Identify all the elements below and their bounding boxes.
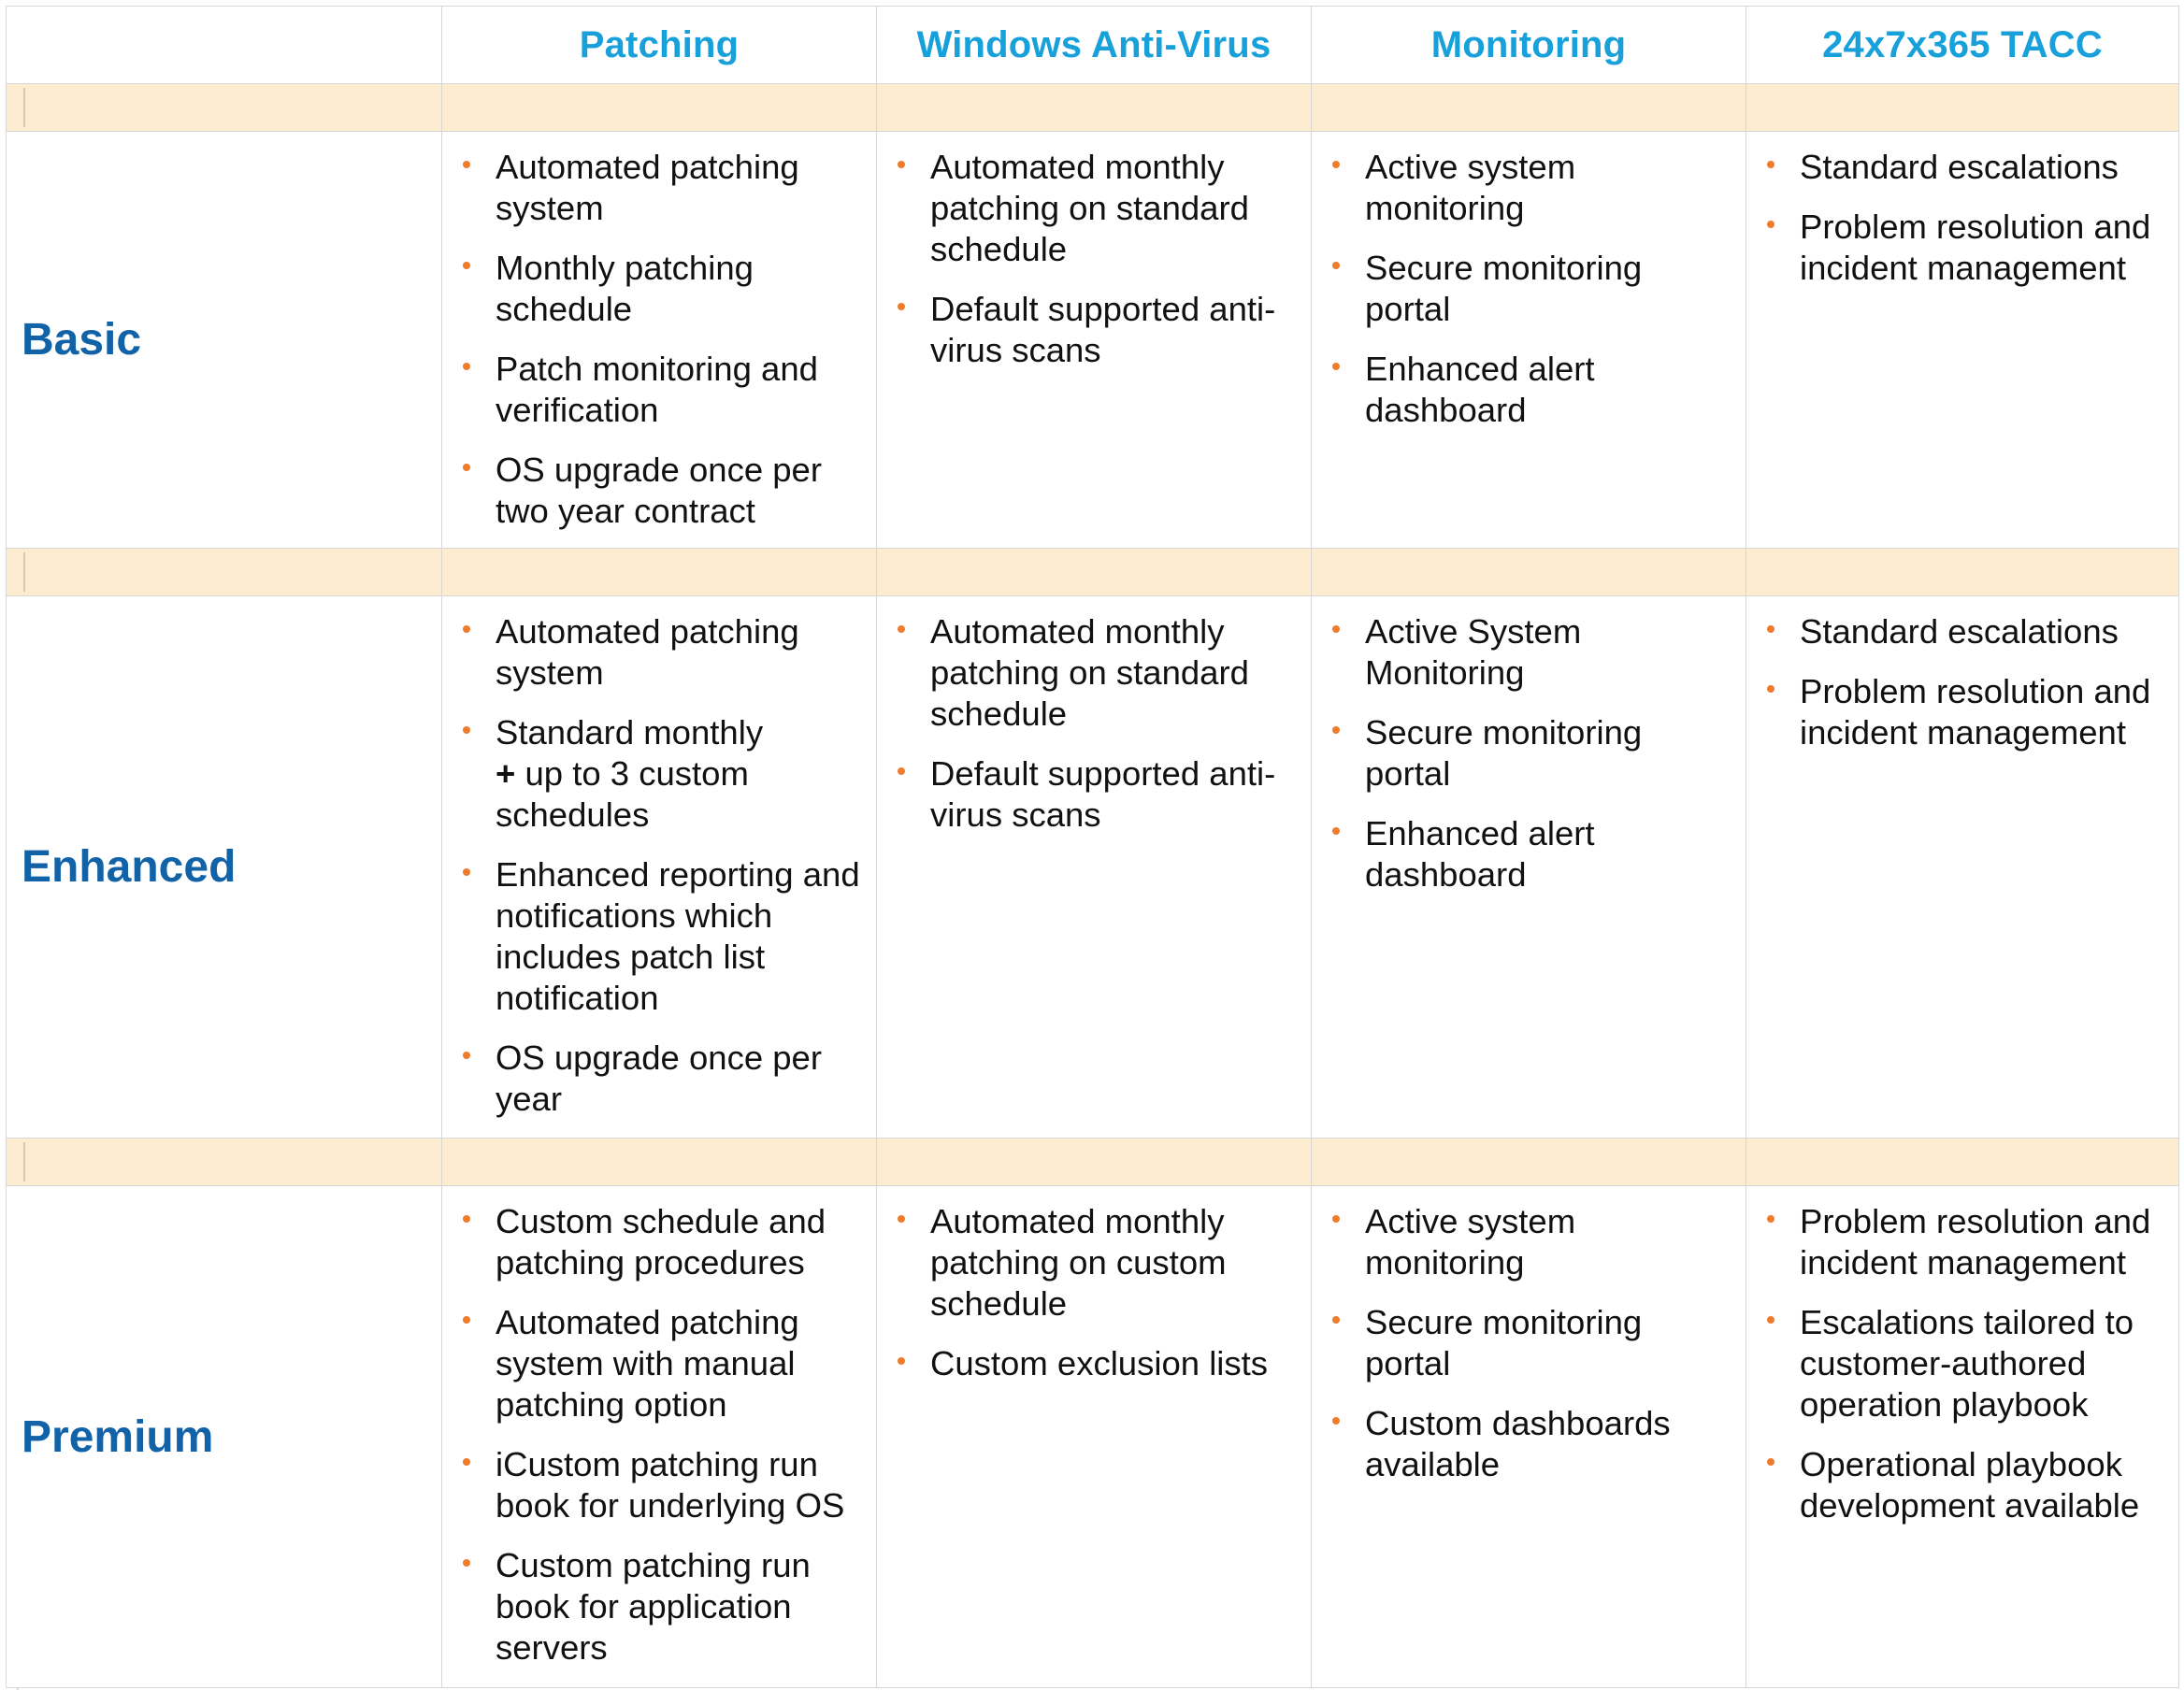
list-item-text: Standard monthly — [496, 713, 764, 752]
spacer-cell — [1746, 84, 2179, 132]
list-item: Operational playbook development available — [1765, 1444, 2169, 1526]
list-item: Active system monitoring — [1330, 147, 1736, 229]
list-item: Monthly patching schedule — [461, 248, 867, 330]
list-item: Problem resolution and incident management — [1765, 1201, 2169, 1283]
list-item: Secure monitoring portal — [1330, 712, 1736, 795]
list-item: Secure monitoring portal — [1330, 248, 1736, 330]
cell-enhanced-monitoring — [1312, 596, 1746, 1139]
list-item: Automated patching system with manual patching option — [461, 1302, 867, 1425]
spacer-cell — [1746, 549, 2179, 596]
list-item — [461, 712, 867, 836]
bullet-list — [442, 132, 876, 543]
spacer-row — [7, 1139, 2179, 1186]
plus-sign: + — [496, 754, 516, 793]
list-item: Default supported anti-virus scans — [896, 289, 1301, 371]
column-header-windows-anti-virus: Windows Anti-Virus — [877, 7, 1312, 84]
list-item: Escalations tailored to customer-authored operation playbook — [1765, 1302, 2169, 1425]
list-item: Custom dashboards available — [1330, 1403, 1736, 1485]
tier-label-premium: Premium — [7, 1186, 442, 1688]
list-item: Automated monthly patching on standard schedule — [896, 611, 1301, 735]
list-item: Active system monitoring — [1330, 1201, 1736, 1283]
spacer-row — [7, 549, 2179, 596]
cell-basic-patching — [442, 132, 877, 549]
spacer-cell — [7, 549, 442, 596]
cell-enhanced-antivirus — [877, 596, 1312, 1139]
cell-basic-tacc — [1746, 132, 2179, 549]
list-item: Enhanced alert dashboard — [1330, 349, 1736, 431]
list-item: Automated monthly patching on standard schedule — [896, 147, 1301, 270]
tier-row-premium — [7, 1186, 2179, 1688]
list-item-text: up to 3 custom schedules — [496, 754, 749, 834]
list-item: Automated monthly patching on custom schedule — [896, 1201, 1301, 1325]
list-item: Secure monitoring portal — [1330, 1302, 1736, 1384]
list-item: Enhanced reporting and notifications which includes patch list notification — [461, 854, 867, 1019]
list-item: iCustom patching run book for underlying OS — [461, 1444, 867, 1526]
cell-enhanced-tacc — [1746, 596, 2179, 1139]
list-item: Automated patching system — [461, 147, 867, 229]
list-item: OS upgrade once per year — [461, 1038, 867, 1120]
spacer-row — [7, 84, 2179, 132]
list-item: Custom exclusion lists — [896, 1343, 1301, 1384]
bullet-list — [1312, 596, 1746, 907]
service-tier-table — [6, 6, 2179, 1688]
spacer-cell — [1312, 549, 1746, 596]
cell-basic-antivirus — [877, 132, 1312, 549]
list-item: Enhanced alert dashboard — [1330, 813, 1736, 895]
bullet-list — [877, 596, 1311, 847]
bullet-list — [1312, 1186, 1746, 1497]
list-item: Automated patching system — [461, 611, 867, 694]
spacer-cell — [442, 549, 877, 596]
spacer-cell — [442, 1139, 877, 1186]
bullet-list — [442, 1186, 876, 1680]
spacer-cell — [877, 84, 1312, 132]
bullet-list — [1746, 132, 2178, 300]
tier-label-basic: Basic — [7, 132, 442, 549]
list-item: Problem resolution and incident management — [1765, 207, 2169, 289]
spacer-cell — [877, 1139, 1312, 1186]
column-header-monitoring: Monitoring — [1312, 7, 1746, 84]
list-item: Active System Monitoring — [1330, 611, 1736, 694]
cell-premium-monitoring — [1312, 1186, 1746, 1688]
spacer-cell — [1746, 1139, 2179, 1186]
cell-basic-monitoring — [1312, 132, 1746, 549]
spacer-cell — [7, 1139, 442, 1186]
column-header-tacc: 24x7x365 TACC — [1746, 7, 2179, 84]
cell-enhanced-patching — [442, 596, 877, 1139]
spacer-cell — [1312, 84, 1746, 132]
corner-cell — [7, 7, 442, 84]
cell-premium-tacc — [1746, 1186, 2179, 1688]
tier-label-enhanced: Enhanced — [7, 596, 442, 1139]
list-item: OS upgrade once per two year contract — [461, 450, 867, 532]
spacer-cell — [877, 549, 1312, 596]
spacer-cell — [1312, 1139, 1746, 1186]
tier-row-basic — [7, 132, 2179, 549]
bullet-list — [1746, 596, 2178, 765]
cell-premium-antivirus — [877, 1186, 1312, 1688]
bullet-list — [1746, 1186, 2178, 1538]
list-item: Custom patching run book for application servers — [461, 1545, 867, 1669]
spacer-cell — [7, 84, 442, 132]
list-item: Standard escalations — [1765, 611, 2169, 652]
tier-row-enhanced — [7, 596, 2179, 1139]
list-item: Standard escalations — [1765, 147, 2169, 188]
column-header-patching: Patching — [442, 7, 877, 84]
bullet-list — [877, 132, 1311, 382]
cell-premium-patching — [442, 1186, 877, 1688]
list-item: Default supported anti-virus scans — [896, 753, 1301, 836]
spacer-cell — [442, 84, 877, 132]
list-item: Problem resolution and incident management — [1765, 671, 2169, 753]
bullet-list — [442, 596, 876, 1131]
list-item: Patch monitoring and verification — [461, 349, 867, 431]
bullet-list — [877, 1186, 1311, 1396]
list-item: Custom schedule and patching procedures — [461, 1201, 867, 1283]
bullet-list — [1312, 132, 1746, 442]
header-row — [7, 7, 2179, 84]
